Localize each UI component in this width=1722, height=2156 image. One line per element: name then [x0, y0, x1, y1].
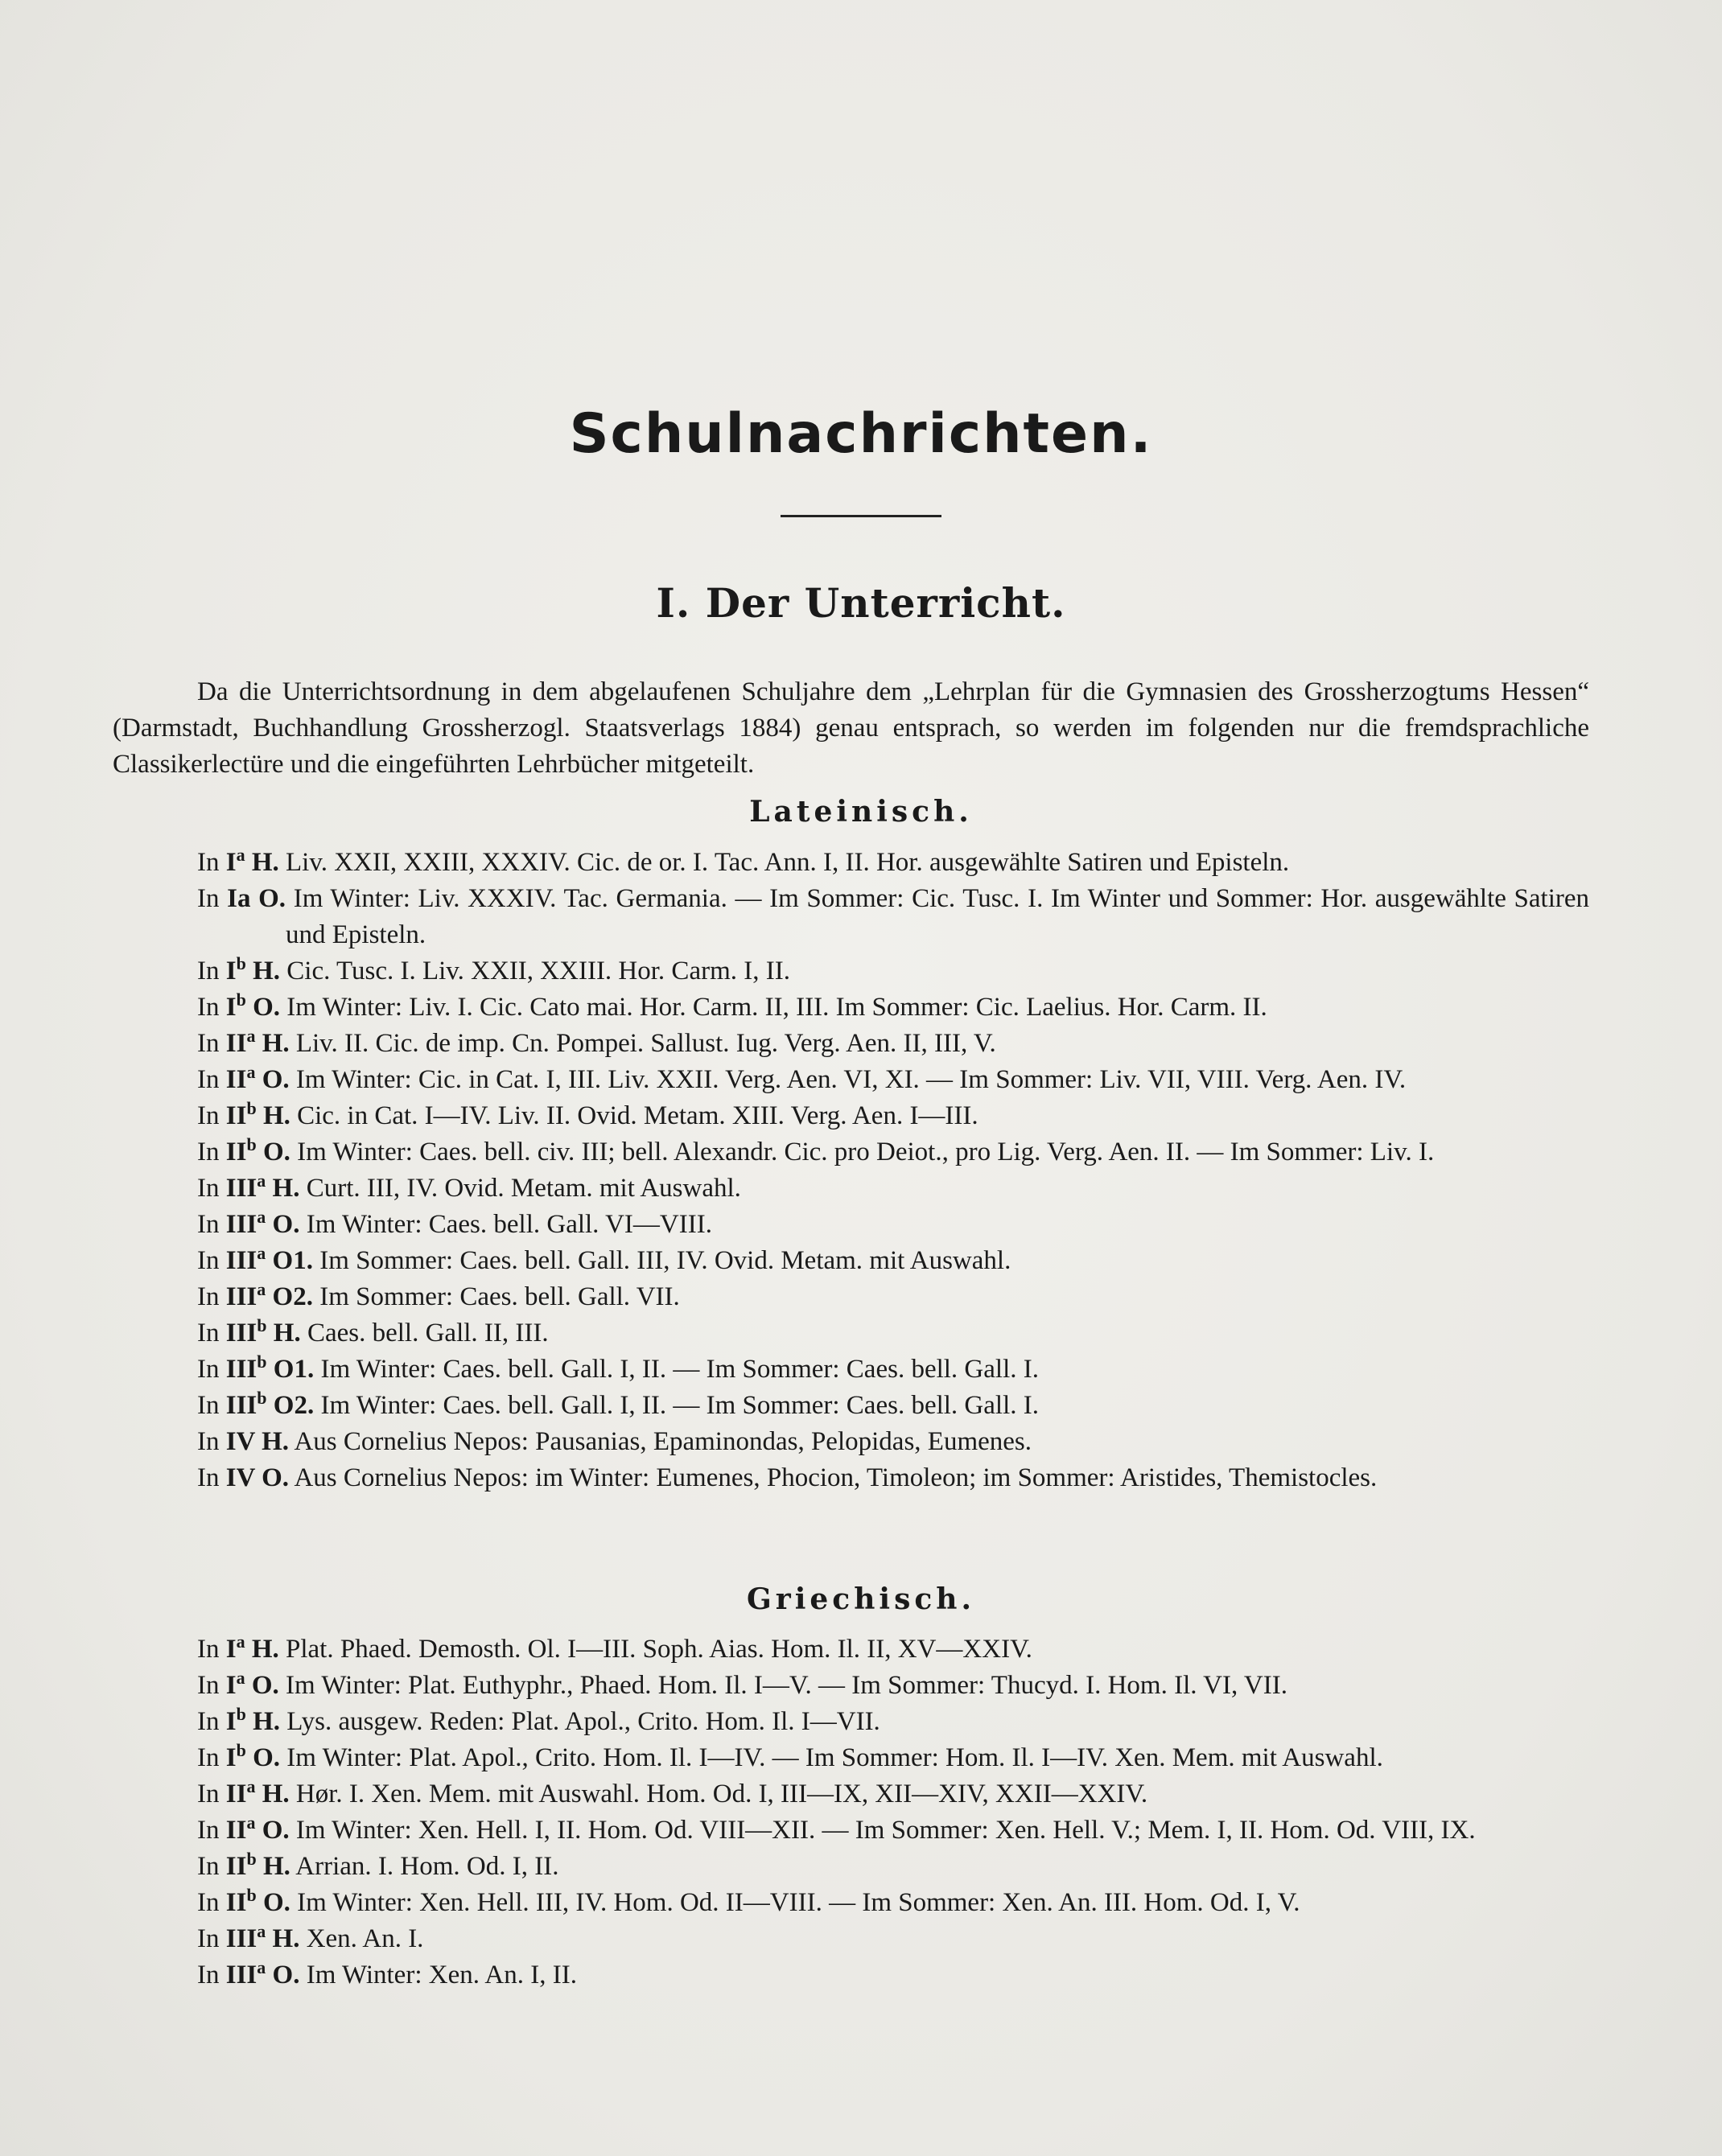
- greek-entry: In $II^b$ O. Im Winter: Xen. Hell. III, IV. Hom. Od. II—VIII. — Im Sommer: Xen. An. III. Hom. Od. I, V.: [197, 1885, 1300, 1917]
- entry-text: Aus Cornelius Nepos: Pausanias, Epaminondas, Pelopidas, Eumenes.: [294, 1427, 1032, 1456]
- greek-entry: In $I^a$ O. Im Winter: Plat. Euthyphr., Phaed. Hom. Il. I—V. — Im Sommer: Thucyd. I. Hom. Il. VI, VII.: [197, 1668, 1287, 1700]
- entry-text: Im Winter: Liv. XXXIV. Tac. Germania. — Im Sommer: Cic. Tusc. I. Im Winter und Sommer: Hor. ausgewählte Satiren und Episteln.: [286, 884, 1589, 949]
- class-label: III$^b$ H.: [225, 1315, 301, 1348]
- latin-entry: In III$^a$ O. Im Winter: Caes. bell. Gall. VI—VIII.: [197, 1207, 712, 1239]
- entry-text: Im Winter: Plat. Apol., Crito. Hom. Il. I—IV. — Im Sommer: Hom. Il. I—IV. Xen. Mem. mit Auswahl.: [286, 1743, 1383, 1772]
- entry-text: Aus Cornelius Nepos: im Winter: Eumenes, Phocion, Timoleon; im Sommer: Aristides, Themistocles.: [294, 1463, 1378, 1492]
- entry-text: Caes. bell. Gall. II, III.: [307, 1319, 549, 1348]
- greek-entry: In $I^b$ O. Im Winter: Plat. Apol., Crito. Hom. Il. I—IV. — Im Sommer: Hom. Il. I—IV. Xen. Mem. mit Auswahl.: [197, 1740, 1383, 1772]
- latin-entry: In III$^b$ H. Caes. bell. Gall. II, III.: [197, 1315, 549, 1348]
- latin-entry: In III$^b$ O1. Im Winter: Caes. bell. Gall. I, II. — Im Sommer: Caes. bell. Gall. I.: [197, 1352, 1039, 1384]
- latin-entry: In Ia O. Im Winter: Liv. XXXIV. Tac. Germania. — Im Sommer: Cic. Tusc. I. Im Winter und Sommer: Hor. ausgewählte Satiren und Episteln.: [197, 884, 1589, 949]
- latin-entry: In III$^a$ O1. Im Sommer: Caes. bell. Gall. III, IV. Ovid. Metam. mit Auswahl.: [197, 1243, 1011, 1275]
- entry-text: Im Winter: Caes. bell. Gall. VI—VIII.: [306, 1210, 712, 1239]
- greek-entry: In $II^a$ H. Hør. I. Xen. Mem. mit Auswahl. Hom. Od. I, III—IX, XII—XIV, XXII—XXIV.: [197, 1776, 1148, 1808]
- entry-text: Arrian. I. Hom. Od. I, II.: [295, 1852, 559, 1881]
- entry-text: Im Winter: Plat. Euthyphr., Phaed. Hom. Il. I—V. — Im Sommer: Thucyd. I. Hom. Il. VI, VII.: [286, 1671, 1287, 1700]
- entry-text: Im Winter: Caes. bell. Gall. I, II. — Im Sommer: Caes. bell. Gall. I.: [320, 1355, 1039, 1384]
- class-label: $I^a$ O.: [225, 1668, 279, 1700]
- entry-text: Im Winter: Xen. Hell. I, II. Hom. Od. VIII—XII. — Im Sommer: Xen. Hell. V.; Mem. I, II. Hom. Od. VIII, IX.: [295, 1816, 1476, 1845]
- class-label: $II^b$ H.: [225, 1098, 290, 1130]
- entry-text: Xen. An. I.: [306, 1924, 424, 1953]
- greek-entry: In $II^a$ O. Im Winter: Xen. Hell. I, II. Hom. Od. VIII—XII. — Im Sommer: Xen. Hell. V.; Mem. I, II. Hom. Od. VIII, IX.: [197, 1812, 1476, 1845]
- greek-entry: In III$^a$ H. Xen. An. I.: [197, 1921, 424, 1953]
- class-label: IV H.: [225, 1427, 289, 1456]
- greek-entry: In $I^a$ H. Plat. Phaed. Demosth. Ol. I—III. Soph. Aias. Hom. Il. II, XV—XXIV.: [197, 1631, 1032, 1664]
- class-label: $I^a$ H.: [225, 845, 279, 877]
- class-label: III$^a$ O2.: [225, 1279, 313, 1311]
- latin-entry: In IV O. Aus Cornelius Nepos: im Winter: Eumenes, Phocion, Timoleon; im Sommer: Aristides, Themistocles.: [197, 1463, 1378, 1492]
- class-label: $II^b$ O.: [225, 1885, 290, 1917]
- class-label: $I^b$ H.: [225, 1704, 281, 1736]
- class-label: IV O.: [225, 1463, 289, 1492]
- entry-text: Hør. I. Xen. Mem. mit Auswahl. Hom. Od. I, III—IX, XII—XIV, XXII—XXIV.: [295, 1780, 1148, 1808]
- page-title: Schulnachrichten.: [569, 402, 1153, 466]
- latin-list: [197, 845, 1589, 1496]
- latin-entry: In $II^a$ H. Liv. II. Cic. de imp. Cn. Pompei. Sallust. Iug. Verg. Aen. II, III, V.: [197, 1026, 996, 1058]
- class-label: $I^b$ O.: [225, 990, 281, 1022]
- greek-entry: In III$^a$ O. Im Winter: Xen. An. I, II.: [197, 1957, 577, 1989]
- entry-text: Cic. Tusc. I. Liv. XXII, XXIII. Hor. Carm. I, II.: [286, 957, 790, 985]
- class-label: $I^b$ H.: [225, 953, 281, 985]
- entry-text: Im Winter: Caes. bell. Gall. I, II. — Im Sommer: Caes. bell. Gall. I.: [320, 1391, 1039, 1420]
- intro-paragraph: Da die Unterrichtsordnung in dem abgelaufenen Schuljahre dem „Lehrplan für die Gymnasien des Grossherzogtums Hessen“ (Darmstadt, Buchhandlung Grossherzogl. Staatsverlags 1884) genau entsprach, so werden im folgenden nur die fremdsprachliche Classikerlectüre und die eingeführten Lehrbücher mitgeteilt.: [113, 677, 1589, 779]
- entry-text: Curt. III, IV. Ovid. Metam. mit Auswahl.: [306, 1174, 741, 1203]
- class-label: $II^b$ O.: [225, 1134, 290, 1166]
- latin-entry: In $II^b$ O. Im Winter: Caes. bell. civ. III; bell. Alexandr. Cic. pro Deiot., pro Lig. Verg. Aen. II. — Im Sommer: Liv. I.: [197, 1134, 1435, 1166]
- class-label: III$^a$ O.: [225, 1207, 300, 1239]
- class-label: $II^a$ H.: [225, 1776, 290, 1808]
- entry-text: Im Sommer: Caes. bell. Gall. VII.: [319, 1282, 680, 1311]
- latin-entry: In $I^a$ H. Liv. XXII, XXIII, XXXIV. Cic. de or. I. Tac. Ann. I, II. Hor. ausgewählte Satiren und Episteln.: [197, 845, 1290, 877]
- entry-text: Im Winter: Xen. An. I, II.: [306, 1961, 577, 1989]
- latin-entry: In $I^b$ O. Im Winter: Liv. I. Cic. Cato mai. Hor. Carm. II, III. Im Sommer: Cic. Laelius. Hor. Carm. II.: [197, 990, 1267, 1022]
- latin-entry: In III$^a$ O2. Im Sommer: Caes. bell. Gall. VII.: [197, 1279, 680, 1311]
- entry-text: Liv. II. Cic. de imp. Cn. Pompei. Sallust. Iug. Verg. Aen. II, III, V.: [295, 1029, 996, 1058]
- entry-text: Im Winter: Cic. in Cat. I, III. Liv. XXII. Verg. Aen. VI, XI. — Im Sommer: Liv. VII, VIII. Verg. Aen. IV.: [295, 1065, 1407, 1094]
- class-label: $II^b$ H.: [225, 1849, 290, 1881]
- class-label: $II^a$ H.: [225, 1026, 290, 1058]
- entry-text: Im Winter: Caes. bell. civ. III; bell. Alexandr. Cic. pro Deiot., pro Lig. Verg. Aen. II. — Im Sommer: Liv. I.: [297, 1138, 1435, 1166]
- class-label: III$^b$ O1.: [225, 1352, 315, 1384]
- class-label: III$^b$ O2.: [225, 1388, 315, 1420]
- class-label: III$^a$ H.: [225, 1171, 300, 1203]
- title-underline: [781, 515, 941, 517]
- greek-entry: In $II^b$ H. Arrian. I. Hom. Od. I, II.: [197, 1849, 559, 1881]
- class-label: III$^a$ O1.: [225, 1243, 313, 1275]
- greek-list: [197, 1631, 1589, 1993]
- latin-entry: In $I^b$ H. Cic. Tusc. I. Liv. XXII, XXIII. Hor. Carm. I, II.: [197, 953, 790, 985]
- latin-entry: In $II^b$ H. Cic. in Cat. I—IV. Liv. II. Ovid. Metam. XIII. Verg. Aen. I—III.: [197, 1098, 978, 1130]
- entry-text: Lys. ausgew. Reden: Plat. Apol., Crito. Hom. Il. I—VII.: [286, 1707, 880, 1736]
- class-label: III$^a$ H.: [225, 1921, 300, 1953]
- entry-text: Im Sommer: Caes. bell. Gall. III, IV. Ovid. Metam. mit Auswahl.: [319, 1246, 1011, 1275]
- latin-entry: In IV H. Aus Cornelius Nepos: Pausanias, Epaminondas, Pelopidas, Eumenes.: [197, 1427, 1032, 1456]
- class-label: $I^a$ H.: [225, 1631, 279, 1664]
- entry-text: Im Winter: Liv. I. Cic. Cato mai. Hor. Carm. II, III. Im Sommer: Cic. Laelius. Hor. Carm. II.: [286, 993, 1267, 1022]
- latin-entry: In $II^a$ O. Im Winter: Cic. in Cat. I, III. Liv. XXII. Verg. Aen. VI, XI. — Im Sommer: Liv. VII, VIII. Verg. Aen. IV.: [197, 1062, 1407, 1094]
- entry-text: Im Winter: Xen. Hell. III, IV. Hom. Od. II—VIII. — Im Sommer: Xen. An. III. Hom. Od. I, V.: [297, 1888, 1300, 1917]
- entry-text: Plat. Phaed. Demosth. Ol. I—III. Soph. Aias. Hom. Il. II, XV—XXIV.: [286, 1635, 1032, 1664]
- latin-entry: In III$^a$ H. Curt. III, IV. Ovid. Metam. mit Auswahl.: [197, 1171, 741, 1203]
- latin-entry: In III$^b$ O2. Im Winter: Caes. bell. Gall. I, II. — Im Sommer: Caes. bell. Gall. I.: [197, 1388, 1039, 1420]
- section-title: I. Der Unterricht.: [656, 579, 1066, 627]
- latin-heading: Lateinisch.: [749, 795, 973, 829]
- greek-entry: In $I^b$ H. Lys. ausgew. Reden: Plat. Apol., Crito. Hom. Il. I—VII.: [197, 1704, 880, 1736]
- entry-text: Liv. XXII, XXIII, XXXIV. Cic. de or. I. Tac. Ann. I, II. Hor. ausgewählte Satiren und Episteln.: [286, 848, 1290, 877]
- class-label: $I^b$ O.: [225, 1740, 281, 1772]
- greek-heading: Griechisch.: [747, 1582, 975, 1616]
- class-label: $II^a$ O.: [225, 1812, 290, 1845]
- entry-text: Cic. in Cat. I—IV. Liv. II. Ovid. Metam. XIII. Verg. Aen. I—III.: [297, 1101, 978, 1130]
- class-label: Ia O.: [227, 884, 286, 913]
- class-label: $II^a$ O.: [225, 1062, 290, 1094]
- class-label: III$^a$ O.: [225, 1957, 300, 1989]
